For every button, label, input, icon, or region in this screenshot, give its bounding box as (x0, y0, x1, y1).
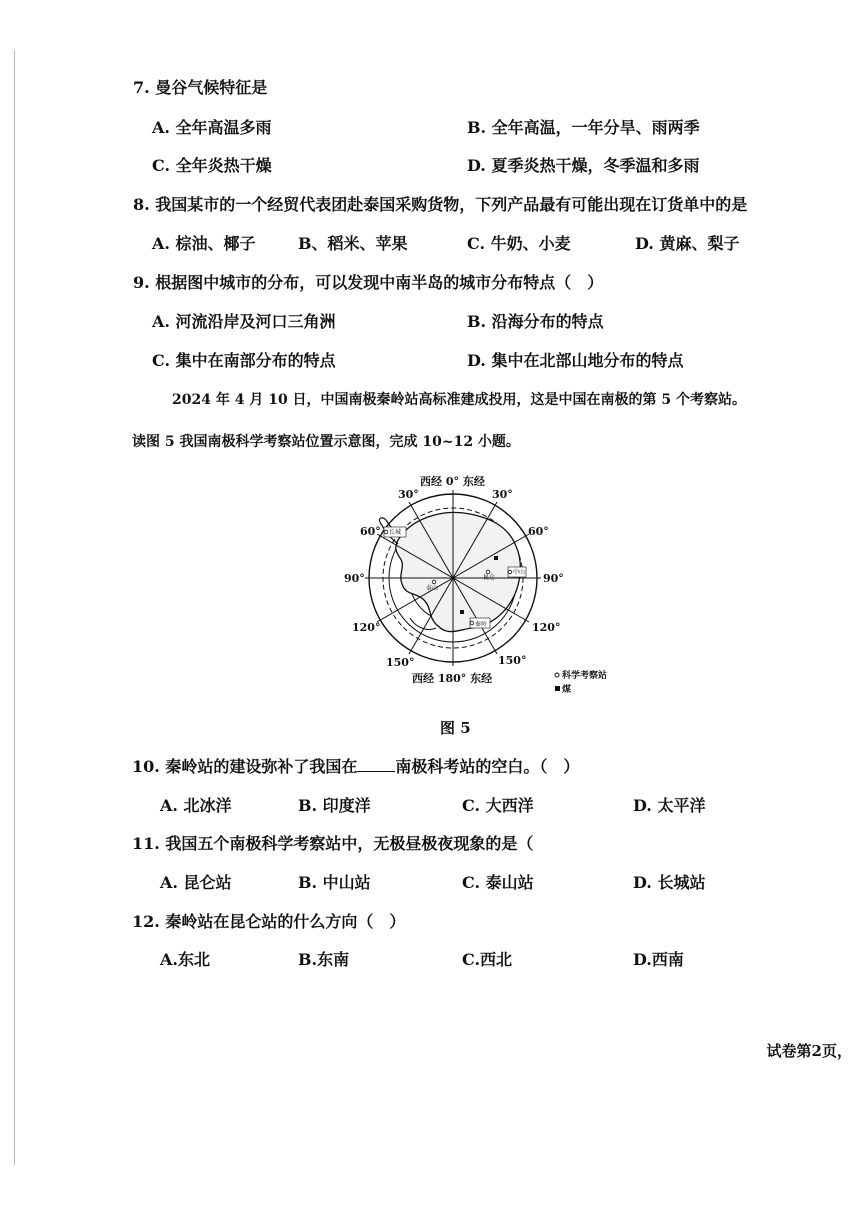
ross-sea-coast (410, 618, 436, 630)
question-10-option-a: A. 北冰洋 (160, 796, 232, 815)
question-10-stem-before: 10. 秦岭站的建设弥补了我国在 (132, 757, 358, 776)
map-bottom-label: 西经 180° 东经 (412, 672, 493, 685)
question-7-option-a: A. 全年高温多雨 (152, 118, 272, 137)
legend-station-label: 科学考察站 (562, 671, 608, 681)
question-9-option-a: A. 河流沿岸及河口三角洲 (152, 312, 336, 331)
map-top-label: 西经 0° 东经 (420, 475, 485, 488)
question-11-option-c: C. 泰山站 (462, 873, 534, 892)
lon-label-120e: 120° (532, 621, 561, 634)
figure-caption: 图 5 (440, 719, 471, 737)
coal-symbol (460, 610, 464, 614)
question-12-option-d: D.西南 (633, 950, 684, 969)
question-9-option-c: C. 集中在南部分布的特点 (152, 351, 336, 370)
answer-blank (357, 757, 395, 772)
question-12-stem: 12. 秦岭站在昆仑站的什么方向（ ） (132, 912, 406, 931)
lon-label-150e: 150° (498, 654, 527, 667)
antarctic-continent (396, 512, 521, 631)
lon-label-30e: 30° (492, 488, 513, 501)
meridian-lines (365, 490, 541, 666)
question-10-option-d: D. 太平洋 (633, 796, 706, 815)
question-8-stem: 8. 我国某市的一个经贸代表团赴泰国采购货物，下列产品最有可能出现在订货单中的是 (133, 195, 748, 214)
question-12-option-c: C.西北 (462, 950, 513, 969)
antarctic-station-map (340, 468, 630, 706)
question-10-stem-after: 南极科考站的空白。（ ） (395, 757, 580, 776)
question-11-stem: 11. 我国五个南极科学考察站中，无极昼极夜现象的是（ (132, 834, 534, 853)
question-9-stem: 9. 根据图中城市的分布，可以发现中南半岛的城市分布特点（ ） (133, 273, 604, 292)
legend-coal-icon (555, 686, 560, 691)
page-left-edge (14, 50, 15, 1165)
coal-symbol (494, 556, 498, 560)
lon-label-90e: 90° (543, 572, 564, 585)
antarctic-map-svg (340, 468, 630, 706)
station-qinling (470, 618, 490, 628)
station-qinling-label: 秦岭 (475, 621, 488, 628)
question-8-option-d: D. 黄麻、梨子 (635, 234, 740, 253)
question-10-option-c: C. 大西洋 (462, 796, 534, 815)
lon-label-150w: 150° (386, 656, 415, 669)
question-10-option-b: B. 印度洋 (298, 796, 371, 815)
question-9-option-d: D. 集中在北部山地分布的特点 (467, 351, 684, 370)
station-zhongshan-label: 中山 (513, 569, 526, 576)
map-instruction: 读图 5 我国南极科学考察站位置示意图，完成 10~12 小题。 (132, 434, 520, 450)
question-9-option-b: B. 沿海分布的特点 (467, 312, 604, 331)
page-footer: 试卷第2页， (766, 1042, 852, 1060)
lon-label-90w: 90° (344, 572, 365, 585)
question-7-option-d: D. 夏季炎热干燥，冬季温和多雨 (467, 156, 700, 175)
station-kunlun-label: 昆仑 (483, 574, 496, 581)
question-7-stem: 7. 曼谷气候特征是 (133, 78, 268, 97)
lon-label-60w: 60° (360, 525, 381, 538)
question-11-option-d: D. 长城站 (633, 873, 706, 892)
lon-label-30w: 30° (398, 488, 419, 501)
question-10-stem (132, 757, 579, 777)
question-7-option-c: C. 全年炎热干燥 (152, 156, 272, 175)
station-changcheng-label: 长城 (389, 529, 402, 536)
station-changcheng (384, 527, 406, 537)
question-7-option-b: B. 全年高温，一年分旱、雨两季 (467, 118, 700, 137)
question-8-option-c: C. 牛奶、小麦 (467, 234, 571, 253)
question-11-option-a: A. 昆仑站 (160, 873, 232, 892)
lon-label-120w: 120° (352, 621, 381, 634)
legend-station-icon (555, 673, 559, 677)
legend-coal-label: 煤 (562, 685, 572, 695)
question-12-option-b: B.东南 (298, 950, 350, 969)
question-11-option-b: B. 中山站 (298, 873, 371, 892)
lon-label-60e: 60° (528, 525, 549, 538)
question-8-option-a: A. 棕油、椰子 (152, 234, 256, 253)
question-12-option-a: A.东北 (160, 950, 210, 969)
station-zhongshan (508, 567, 526, 577)
station-taishan-label: 泰山 (426, 585, 439, 592)
news-intro: 2024 年 4 月 10 日，中国南极秦岭站高标准建成投用，这是中国在南极的第 5 个考察站。 (172, 392, 747, 408)
map-legend (555, 669, 607, 695)
question-8-option-b: B、稻米、苹果 (298, 234, 408, 253)
